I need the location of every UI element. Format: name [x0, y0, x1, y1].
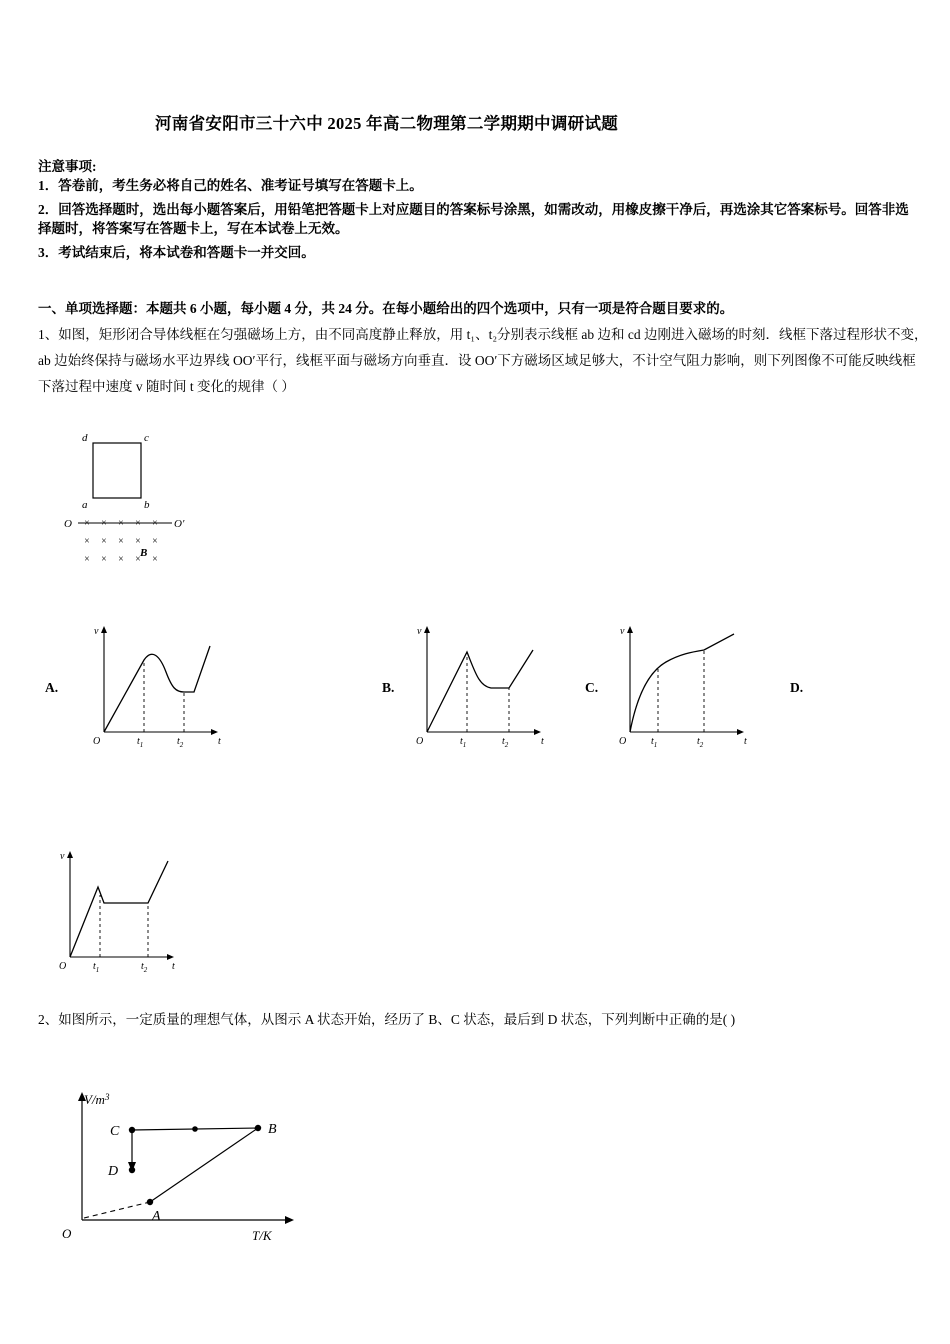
svg-text:×: × [135, 536, 141, 547]
point-label-D: D [108, 1164, 119, 1179]
svg-text:×: × [152, 554, 158, 565]
svg-text:×: × [152, 536, 158, 547]
notice-line-2: 2．回答选择题时，选出每小题答案后，用铅笔把答题卡上对应题目的答案标号涂黑，如需改动，用橡皮擦干净后，再选涂其它答案标号。回答非选择题时，将答案写在答题卡上，写在本试卷上无效。 [38, 202, 909, 236]
question-2-text: 2、如图所示，一定质量的理想气体，从图示 A 状态开始，经历了 B、C 状态，最后到 D 状态，下列判断中正确的是( ) [38, 1012, 736, 1027]
origin-label: O [93, 736, 101, 747]
field-label-B: B [140, 547, 148, 559]
boundary-label-O: O [64, 518, 72, 530]
option-label-d: D. [790, 680, 804, 695]
option-label-b: B. [382, 680, 395, 695]
origin-label: O [416, 736, 424, 747]
page-title: 河南省安阳市三十六中 2025 年高二物理第二学期期中调研试题 [155, 114, 619, 133]
question-1-text: 1、如图，矩形闭合导体线框在匀强磁场上方，由不同高度静止释放，用 t₁、t₂分别表示线框 ab 边和 cd 边刚进入磁场的时刻．线框下落过程形状不变，ab 边始终保持与磁场水平边界线 OO′平行，线框平面与磁场方向垂直．设 OO′下方磁场区域足够大，不计空气阻力影响，则下列图像不可能反映线框下落过程中速度 v 随时间 t 变化的规律（ ） [38, 327, 928, 394]
origin-label: O [62, 1226, 72, 1241]
svg-text:×: × [118, 554, 124, 565]
chart-option-c [608, 620, 758, 750]
tick-label-t2: $t_2$ [141, 961, 148, 974]
figure-loop-in-field [60, 425, 260, 580]
origin-label: O [619, 736, 627, 747]
option-label-c: C. [585, 680, 599, 695]
axis-label-v: v [417, 626, 422, 637]
origin-label: O [59, 961, 67, 972]
notice-line-3: 3．考试结束后，将本试卷和答题卡一并交回。 [38, 245, 315, 260]
notice-heading: 注意事项: [38, 159, 97, 174]
notice-line-1: 1．答卷前，考生务必将自己的姓名、准考证号填写在答题卡上。 [38, 178, 423, 193]
point-label-B: B [268, 1122, 277, 1137]
point-label-C: C [110, 1124, 120, 1139]
svg-text:×: × [101, 554, 107, 565]
axis-label-t: t [541, 736, 544, 747]
axis-label-t: t [218, 736, 221, 747]
axis-label-t: t [744, 736, 747, 747]
loop-label-c: c [144, 432, 149, 444]
axis-label-volume: $V/m^3$ [84, 1092, 110, 1107]
svg-text:×: × [84, 554, 90, 565]
option-label-a: A. [45, 680, 59, 695]
point-label-A: A [152, 1209, 161, 1224]
svg-text:×: × [135, 518, 141, 529]
tick-label-t1: $t_1$ [137, 736, 144, 749]
chart-vt-diagram [40, 1080, 320, 1250]
axis-label-v: v [620, 626, 625, 637]
tick-label-t1: $t_1$ [93, 961, 100, 974]
tick-label-t1: $t_1$ [651, 736, 658, 749]
svg-text:×: × [135, 554, 141, 565]
svg-text:×: × [101, 536, 107, 547]
chart-option-a [82, 620, 232, 750]
axis-label-v: v [94, 626, 99, 637]
axis-label-v: v [60, 851, 65, 862]
tick-label-t1: $t_1$ [460, 736, 467, 749]
loop-label-b: b [144, 499, 150, 511]
svg-text:×: × [118, 518, 124, 529]
svg-text:×: × [84, 518, 90, 529]
tick-label-t2: $t_2$ [177, 736, 184, 749]
svg-text:×: × [118, 536, 124, 547]
chart-option-b [405, 620, 555, 750]
svg-text:×: × [84, 536, 90, 547]
section-heading: 一、单项选择题：本题共 6 小题，每小题 4 分，共 24 分。在每小题给出的四个选项中，只有一项是符合题目要求的。 [38, 301, 734, 316]
loop-label-d: d [82, 432, 88, 444]
boundary-label-O-prime: O′ [174, 518, 185, 530]
tick-label-t2: $t_2$ [502, 736, 509, 749]
svg-text:×: × [152, 518, 158, 529]
svg-text:×: × [101, 518, 107, 529]
axis-label-temperature: T/K [252, 1228, 272, 1243]
tick-label-t2: $t_2$ [697, 736, 704, 749]
loop-label-a: a [82, 499, 88, 511]
axis-label-t: t [172, 961, 175, 972]
chart-option-d [48, 845, 198, 975]
